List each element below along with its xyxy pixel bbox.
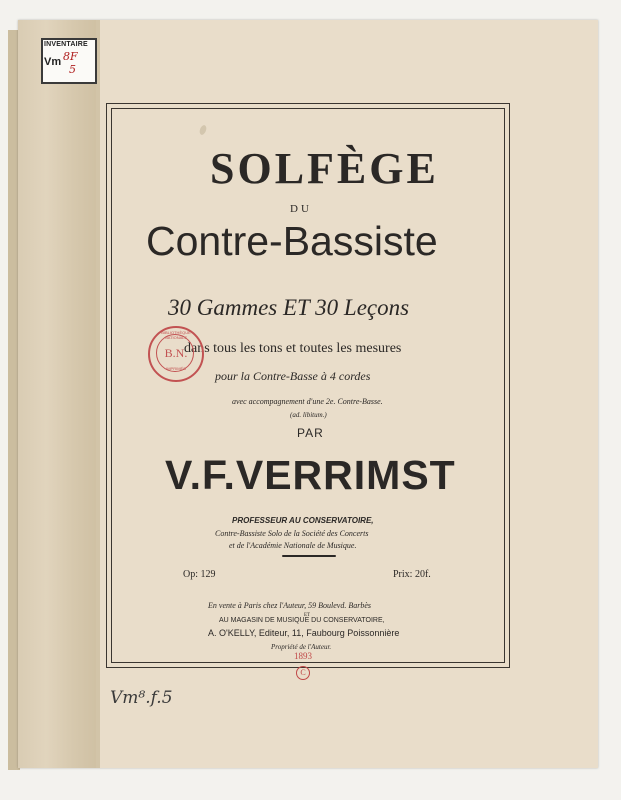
stamp-center-text: B.N. [164, 346, 188, 360]
publisher-connector: ET [304, 613, 311, 618]
accompaniment-line: avec accompagnement d'une 2e. Contre-Basse. [232, 397, 383, 406]
label-shelf-text: Vm [44, 56, 62, 68]
tons-line: dans tous les tons et toutes les mesures [184, 341, 402, 356]
copyright-stamp-icon: C [296, 666, 310, 680]
instrument-line: pour la Contre-Basse à 4 cordes [215, 369, 371, 383]
stamp-bottom-text: IMPRIMÉS [166, 366, 186, 371]
author-name: V.F.VERRIMST [165, 452, 456, 498]
by-line: PAR [297, 426, 324, 440]
author-position-1: Contre-Bassiste Solo de la Société des Concerts [215, 529, 369, 538]
spine-edge [96, 20, 100, 768]
price: Prix: 20f. [393, 569, 431, 580]
publisher-editor: A. O'KELLY, Editeur, 11, Faubourg Poissonnière [208, 628, 400, 638]
title-connector: DU [290, 203, 312, 215]
page-title: SOLFÈGE [210, 144, 439, 193]
ad-libitum-line: (ad. libitum.) [290, 411, 327, 419]
label-handwritten-number: 8F [63, 50, 78, 63]
author-role: PROFESSEUR AU CONSERVATOIRE, [232, 516, 374, 525]
author-position-2: et de l'Académie Nationale de Musique. [229, 541, 357, 550]
binding-spine [18, 20, 98, 768]
sale-address: En vente à Paris chez l'Auteur, 59 Boulevd. Barbès [208, 601, 372, 610]
rights-notice: Propriété de l'Auteur. [271, 643, 332, 651]
gammes-line: 30 Gammes ET 30 Leçons [168, 295, 410, 320]
opus-number: Op: 129 [183, 569, 216, 580]
label-handwritten-digit: 5 [69, 63, 76, 76]
library-stamp [148, 326, 204, 382]
stamp-ring-text: BIBLIOTHÈQUE NATIONALE [161, 330, 191, 340]
ornament-divider [282, 555, 336, 557]
shop-name: AU MAGASIN DE MUSIQUE DU CONSERVATOIRE, [219, 617, 385, 624]
page-subtitle: Contre-Bassiste [146, 218, 438, 264]
label-inventory-text: INVENTAIRE [44, 41, 88, 48]
handwritten-shelfmark: Vm⁸.f.5 [110, 688, 173, 708]
stamp-year: 1893 [294, 651, 312, 661]
